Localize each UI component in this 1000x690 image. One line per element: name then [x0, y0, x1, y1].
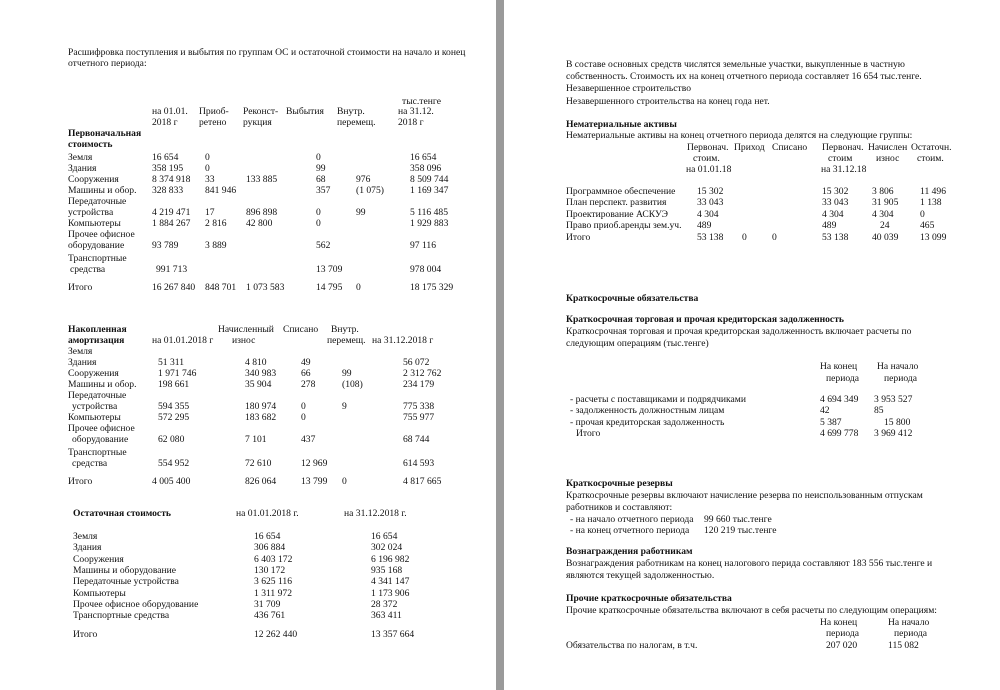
ktz-cell: 4 699 778: [820, 428, 859, 440]
t1-cell: 133 885: [246, 174, 278, 185]
t1-cell: 328 833: [152, 185, 184, 196]
t1-cell: 1 884 267: [152, 218, 191, 229]
t2-cell: 0: [342, 476, 347, 487]
t1-cell: 13 709: [316, 264, 343, 275]
t3-cell: 16 654: [371, 531, 398, 542]
na-cell: 4 304: [822, 208, 844, 220]
t3-cell: 935 168: [371, 564, 403, 576]
t3-cell: 1 173 906: [371, 587, 410, 599]
t2-cell: 572 295: [158, 412, 190, 423]
ktz-row-label: Итого: [576, 428, 601, 440]
t2-cell: 614 593: [403, 458, 435, 469]
t1-cell: 1 929 883: [410, 218, 449, 229]
t1-cell: 2 816: [205, 218, 227, 229]
t1-row-label: Машины и обор.: [68, 185, 137, 196]
t2-cell: 51 311: [158, 357, 185, 368]
t2-cell: 35 904: [245, 379, 272, 390]
t2-cell: 437: [301, 434, 316, 445]
na-cell: 489: [697, 220, 712, 232]
t1-cell: 848 701: [205, 282, 237, 293]
na-cell: 465: [920, 220, 935, 232]
t2-cell: 554 952: [158, 458, 190, 469]
ktz-row-label: - расчеты с поставщиками и подрядчиками: [570, 394, 747, 405]
t2-cell: 49: [301, 357, 311, 368]
ktz-col-header: периода: [826, 373, 859, 384]
t1-row-label: оборудование: [68, 240, 125, 251]
t1-cell: 18 175 329: [410, 282, 454, 293]
na-col-header: стоим: [828, 153, 853, 164]
ktz-cell: 42: [820, 405, 830, 417]
t1-col-header: Приоб-: [199, 106, 229, 117]
t1-cell: 4 219 471: [152, 207, 191, 218]
kr-text: работников и составляют:: [566, 502, 673, 513]
t1-row-label: устройства: [68, 207, 114, 218]
t2-cell: 4 810: [245, 357, 267, 368]
t2-row-label: Компьютеры: [68, 412, 121, 423]
intro-line: собственность. Стоимость их на конец отчетного периода составляет 16 654 тыс.тенге.: [566, 71, 922, 82]
pko-col-header: периода: [894, 628, 927, 639]
t2-cell: 4 817 665: [403, 476, 442, 487]
ktz-row-label: - прочая кредиторская задолженность: [570, 416, 725, 428]
na-col-header: стоим.: [917, 153, 944, 164]
t2-cell: 234 179: [403, 379, 435, 390]
t1-cell: 841 946: [205, 185, 237, 196]
na-cell: 15 302: [697, 186, 724, 197]
na-col-header: Первонач.: [687, 142, 729, 153]
t2-cell: 594 355: [158, 401, 190, 412]
t2-row-label: Здания: [68, 357, 97, 368]
t2-cell: 99: [342, 368, 352, 379]
t3-cell: 3 625 116: [254, 576, 293, 588]
pko-row-label: Обязательства по налогам, в т.ч.: [566, 640, 698, 651]
na-cell: 33 043: [697, 197, 724, 209]
na-cell: 11 496: [920, 186, 947, 197]
t1-section-title: Первоначальная: [68, 128, 142, 139]
na-cell: 0: [772, 231, 777, 243]
t2-row-label: устройства: [72, 401, 118, 412]
t2-cell: 183 682: [245, 412, 277, 423]
t1-col-header: на 01.01.: [152, 106, 188, 117]
ktz-title: Краткосрочная торговая и прочая кредиторская задолженность: [566, 314, 844, 325]
t1-col-header: 2018 г: [398, 117, 424, 128]
t1-cell: 991 713: [156, 264, 188, 275]
t3-row-label: Прочее офисное оборудование: [73, 598, 199, 610]
t1-cell: 358 096: [410, 163, 442, 174]
t1-row-label: средства: [70, 264, 106, 275]
vr-text: являются текущей задолженностью.: [566, 570, 715, 581]
t1-cell: 93 789: [152, 240, 179, 251]
t2-cell: 0: [301, 412, 306, 423]
ktz-col-header: На начало: [877, 361, 919, 372]
t1-cell: 14 795: [316, 282, 343, 293]
kr-item-label: - на конец отчетного периода: [570, 525, 690, 536]
t2-cell: 198 661: [158, 379, 190, 390]
t2-row-label: Сооружения: [68, 368, 119, 379]
ko-title: Краткосрочные обязательства: [566, 293, 699, 304]
t3-cell: 363 411: [371, 610, 402, 622]
t1-col-header: ретено: [199, 117, 227, 128]
kr-item-label: - на начало отчетного периода: [570, 514, 694, 525]
t2-cell: (108): [342, 379, 363, 390]
t3-row-label: Здания: [73, 542, 102, 554]
na-cell: 13 099: [920, 231, 947, 243]
t3-cell: 28 372: [371, 598, 398, 610]
t1-col-header: Внутр.: [337, 106, 365, 117]
t2-row-label: Земля: [68, 346, 93, 357]
t2-cell: 755 977: [403, 412, 435, 423]
na-text: Нематериальные активы на конец отчетного периода делятся на следующие группы:: [566, 130, 913, 141]
t2-col-header: Начисленный: [218, 324, 274, 335]
t3-cell: 12 262 440: [254, 629, 298, 641]
t1-cell: 357: [316, 185, 331, 196]
t3-row-label: Транспортные средства: [73, 610, 170, 622]
t2-col-header: износ: [232, 335, 256, 346]
na-cell: 489: [822, 220, 837, 232]
na-cell: 0: [920, 208, 925, 220]
na-row-label: Итого: [566, 231, 591, 243]
unit-label: тыс.тенге: [402, 96, 441, 107]
na-cell: 53 138: [697, 231, 724, 243]
t2-row-label: средства: [72, 458, 108, 469]
t1-row-label: Итого: [68, 282, 93, 293]
t3-row-label: Итого: [73, 629, 98, 641]
t1-cell: 3 889: [205, 240, 227, 251]
na-cell: 31 905: [872, 197, 899, 209]
pko-text: Прочие краткосрочные обязательства включают в себя расчеты по следующим операциям:: [566, 605, 937, 616]
t2-cell: 278: [301, 379, 316, 390]
t1-cell: 16 654: [152, 152, 179, 163]
kr-text: Краткосрочные резервы включают начисление резерва по неиспользованным отпускам: [566, 490, 923, 501]
t1-cell: 17: [205, 207, 215, 218]
t2-cell: 1 971 746: [158, 368, 197, 379]
t2-col-header: на 31.12.2018 г: [372, 335, 434, 346]
t2-row-label: Передаточные: [68, 390, 127, 401]
t3-row-label: Компьютеры: [73, 587, 126, 599]
t3-cell: 13 357 664: [371, 629, 415, 641]
t3-cell: 31 709: [254, 598, 281, 610]
t3-section-title: Остаточная стоимость: [73, 508, 171, 519]
na-col-header: стоим.: [693, 153, 720, 164]
t1-cell: 358 195: [152, 163, 184, 174]
pko-col-header: На конец: [820, 617, 858, 628]
pko-cell: 207 020: [826, 640, 858, 651]
intro-line: В составе основных средств числятся земельные участки, выкупленные в частную: [566, 59, 905, 70]
t2-row-label: Транспортные: [68, 447, 127, 458]
ktz-cell: 4 694 349: [820, 394, 859, 405]
t2-section-title: амортизация: [68, 335, 125, 346]
t1-cell: 68: [316, 174, 326, 185]
t1-cell: 5 116 485: [410, 207, 449, 218]
t3-cell: 302 024: [371, 542, 403, 554]
na-cell: 53 138: [822, 231, 849, 243]
t3-row-label: Сооружения: [73, 553, 124, 565]
na-cell: 24: [880, 220, 890, 232]
t2-row-label: оборудование: [72, 434, 129, 445]
t2-row-label: Прочее офисное: [68, 423, 135, 434]
pko-cell: 115 082: [888, 640, 919, 651]
na-cell: 33 043: [822, 197, 849, 209]
t1-row-label: Сооружения: [68, 174, 119, 185]
t1-cell: 99: [316, 163, 326, 174]
na-col-header: износ: [876, 153, 900, 164]
kr-item-value: 120 219 тыс.тенге: [704, 525, 777, 536]
t1-cell: 562: [316, 240, 331, 251]
t1-cell: 0: [316, 152, 321, 163]
t1-cell: 0: [316, 207, 321, 218]
na-col-header: Первонач.: [822, 142, 864, 153]
t2-col-header: Списано: [283, 324, 319, 335]
t1-cell: 1 169 347: [410, 185, 449, 196]
t2-cell: 340 983: [245, 368, 277, 379]
ktz-row-label: - задолженность должностным лицам: [570, 405, 725, 417]
t2-section-title: Накопленная: [68, 324, 127, 335]
t1-cell: 33: [205, 174, 215, 185]
t1-row-label: Земля: [68, 152, 93, 163]
nzs-title: Незавершенное строительство: [566, 83, 691, 94]
t3-cell: 1 311 972: [254, 587, 293, 599]
t1-cell: 0: [356, 282, 361, 293]
na-row-label: Право приоб.аренды зем.уч.: [566, 220, 682, 232]
t1-cell: 0: [205, 152, 210, 163]
t1-cell: (1 075): [356, 185, 384, 196]
t2-col-header: перемещ.: [327, 335, 366, 346]
t3-cell: 130 172: [254, 564, 286, 576]
t3-row-label: Земля: [73, 531, 98, 542]
t2-row-label: Машины и обор.: [68, 379, 137, 390]
kr-item-value: 99 660 тыс.тенге: [704, 514, 772, 525]
t3-cell: 6 403 172: [254, 553, 293, 565]
na-cell: 0: [742, 231, 747, 243]
na-cell: 4 304: [872, 208, 894, 220]
t2-cell: 4 005 400: [152, 476, 191, 487]
ktz-cell: 3 953 527: [874, 394, 913, 405]
pko-col-header: периода: [826, 628, 859, 639]
na-col-header: Приход: [734, 142, 765, 153]
t1-col-header: 2018 г: [152, 117, 178, 128]
na-row-label: Проектирование АСКУЭ: [566, 208, 668, 220]
t1-cell: 99: [356, 207, 366, 218]
t1-row-label: Компьютеры: [68, 218, 121, 229]
t1-cell: 896 898: [246, 207, 278, 218]
t1-cell: 978 004: [410, 264, 442, 275]
t2-cell: 13 799: [301, 476, 328, 487]
ktz-col-header: периода: [884, 373, 917, 384]
t1-cell: 97 116: [410, 240, 437, 251]
t3-cell: 306 884: [254, 542, 286, 554]
right-page: [504, 0, 1000, 690]
t2-cell: 66: [301, 368, 311, 379]
na-cell: 15 302: [822, 186, 849, 197]
ktz-cell: 15 800: [884, 416, 911, 428]
t1-cell: 976: [356, 174, 371, 185]
t2-cell: 826 064: [245, 476, 277, 487]
ktz-cell: 3 969 412: [874, 428, 913, 440]
t2-cell: 775 338: [403, 401, 435, 412]
t1-row-label: Передаточные: [68, 196, 127, 207]
kr-title: Краткосрочные резервы: [566, 478, 673, 489]
t2-cell: 2 312 762: [403, 368, 442, 379]
t1-col-header: Реконст-: [243, 106, 279, 117]
t3-col-header: на 31.12.2018 г.: [344, 508, 407, 519]
t2-col-header: на 01.01.2018 г: [152, 335, 214, 346]
na-col-header: на 31.12.18: [821, 164, 867, 175]
t1-cell: 8 374 918: [152, 174, 191, 185]
t1-row-label: Транспортные: [68, 253, 127, 264]
t2-cell: 180 974: [245, 401, 277, 412]
t3-col-header: на 01.01.2018 г.: [236, 508, 299, 519]
t3-cell: 16 654: [254, 531, 281, 542]
t3-cell: 436 761: [254, 610, 286, 622]
left-page: [0, 0, 496, 690]
na-cell: 4 304: [697, 208, 719, 220]
ktz-text: Краткосрочная торговая и прочая кредиторская задолженность включает расчеты по: [566, 326, 912, 337]
na-row-label: Программное обеспечение: [566, 186, 676, 197]
t1-row-label: Прочее офисное: [68, 229, 135, 240]
t1-cell: 16 654: [410, 152, 437, 163]
na-row-label: План перспект. развития: [566, 197, 667, 209]
vr-title: Вознаграждения работникам: [566, 546, 693, 557]
t1-col-header: Выбытия: [286, 106, 324, 117]
t2-cell: 56 072: [403, 357, 430, 368]
na-col-header: Остаточн.: [911, 142, 952, 153]
na-cell: 40 039: [872, 231, 899, 243]
pko-col-header: На начало: [888, 617, 930, 628]
na-title: Нематериальные активы: [566, 119, 677, 130]
t3-cell: 4 341 147: [371, 576, 410, 588]
vr-text: Вознаграждения работникам на конец налогового перида составляют 183 556 тыс.тенге и: [566, 558, 933, 569]
t2-row-label: Итого: [68, 476, 93, 487]
t3-cell: 6 196 982: [371, 553, 410, 565]
t2-cell: 72 610: [245, 458, 272, 469]
na-col-header: на 01.01.18: [686, 164, 732, 175]
t3-row-label: Передаточные устройства: [73, 576, 179, 588]
t1-col-header: рукция: [243, 117, 272, 128]
ktz-col-header: На конец: [820, 361, 858, 372]
ktz-cell: 85: [874, 405, 884, 417]
t2-cell: 12 969: [301, 458, 328, 469]
t2-col-header: Внутр.: [331, 324, 359, 335]
t1-section-title: стоимость: [68, 139, 113, 150]
t2-cell: 68 744: [403, 434, 430, 445]
na-col-header: Начислен: [868, 142, 908, 153]
t2-cell: 0: [301, 401, 306, 412]
t1-col-header: на 31.12.: [398, 106, 434, 117]
t1-cell: 0: [316, 218, 321, 229]
t1-cell: 8 509 744: [410, 174, 449, 185]
na-cell: 1 138: [920, 197, 942, 209]
ktz-cell: 5 387: [820, 416, 842, 428]
t2-cell: 9: [342, 401, 347, 412]
page-header: Расшифровка поступления и выбытия по группам ОС и остаточной стоимости на начало и конец отчетного периода:: [68, 47, 466, 69]
ktz-text: следующим операциям (тыс.тенге): [566, 338, 709, 349]
t1-cell: 1 073 583: [246, 282, 285, 293]
t1-cell: 0: [205, 163, 210, 174]
t2-cell: 7 101: [245, 434, 267, 445]
t1-row-label: Здания: [68, 163, 97, 174]
t1-cell: 16 267 840: [152, 282, 196, 293]
t1-col-header: перемещ.: [337, 117, 376, 128]
na-col-header: Списано: [772, 142, 808, 153]
t3-row-label: Машины и оборудование: [73, 564, 177, 576]
pko-title: Прочие краткосрочные обязательства: [566, 593, 732, 604]
nzs-text: Незавершенного строительства на конец года нет.: [566, 96, 770, 107]
t1-cell: 42 800: [246, 218, 273, 229]
na-cell: 3 806: [872, 186, 894, 197]
t2-cell: 62 080: [158, 434, 185, 445]
